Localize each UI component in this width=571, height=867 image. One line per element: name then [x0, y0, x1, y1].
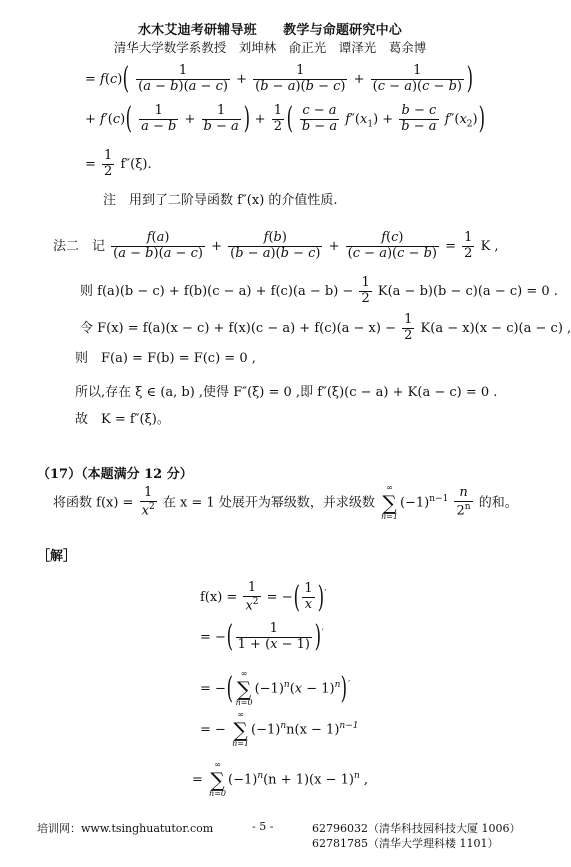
equals-sign: =	[85, 71, 96, 87]
derivation-line-2: + f′(c)( $\frac{1}{a - b}$ + $\frac{1}{b - a}$ ) + $\frac{1}{2}$ ( $\frac{c - a}{b - a}$ $f''(x_1)$ + $\frac{b - c}{b - a}$ $f''(x_2)$)	[85, 101, 485, 137]
header-authors: 清华大学数学系教授 刘坤林 俞正光 谭泽光 葛余博	[113, 40, 427, 55]
method2-step3: 则 F(a) = F(b) = F(c) = 0 ,	[75, 351, 256, 366]
method2-step2: 令 F(x) = f(a)(x − c) + f(x)(c − a) + f(c)(a − x) − $\frac{1}{2}$ K(a − x)(x − c)(a − c) ,	[80, 312, 571, 343]
solution-label: ［解］	[37, 549, 77, 564]
footer-page-number: - 5 -	[252, 820, 274, 833]
derivation-line-3: = $\frac{1}{2}$ f″(ξ).	[85, 148, 152, 179]
problem-statement: 将函数 f(x) = $\frac{1}{x^2}$ 在 x = 1 处展开为幂级数，并求级数 ∞ ∑ n=1 $(-1)^{n-1}$ $\frac{n}{2^n}$ 的和。	[53, 483, 518, 521]
note: 注 用到了二阶导函数 f″(x) 的介值性质.	[103, 193, 338, 208]
footer-phone-1: 62796032（清华科技园科技大厦 1006）	[312, 822, 521, 835]
solution-line-2: = −( $\frac{1}{1 + (x - 1)}$ )′	[200, 619, 324, 655]
method2-step4: 所以,存在 ξ ∈ (a, b) ,使得 F″(ξ) = 0 ,即 f″(ξ)(c − a) + K(a − c) = 0 .	[75, 385, 498, 400]
footer-phone-2: 62781785（清华大学理科楼 1101）	[312, 837, 499, 850]
method2-definition: 法二 记 $\frac{f(a)}{(a - b)(a - c)}$ + $\frac{f(b)}{(b - a)(b - c)}$ + $\frac{f(c)}{(c - a)(c - b)}$ = $\frac{1}{2}$ K ,	[53, 230, 499, 261]
fraction: $\frac{1}{(b - a)(b - c)}$	[255, 63, 346, 94]
solution-line-3: = −( ∞ ∑ n=0 $(-1)^n(x - 1)^n)'$	[200, 669, 351, 707]
derivation-line-1: = f(c)( $\frac{1}{(a - b)(a - c)}$ + $\frac{1}{(b - a)(b - c)}$ + $\frac{1}{(c - a)(c - b)}$ )	[85, 61, 474, 97]
fraction: $\frac{1}{(a - b)(a - c)}$	[138, 63, 228, 94]
solution-line-5: = ∞ ∑ n=0 $(-1)^n(n + 1)(x - 1)^n$ ,	[192, 760, 369, 798]
header-title: 水木艾迪考研辅导班 教学与命题研究中心	[137, 23, 402, 38]
footer-website: 培训网：www.tsinghuatutor.com	[37, 822, 214, 835]
method2-step5: 故 K = f″(ξ)。	[75, 412, 170, 427]
problem-heading: （17）（本题满分 12 分）	[37, 467, 193, 482]
solution-line-4: = − ∞ ∑ n=1 $(-1)^nn(x - 1)^{n-1}$	[200, 710, 359, 748]
solution-line-1: f(x) = $\frac{1}{x^2}$ = −( $\frac{1}{x}$ )′	[200, 579, 327, 615]
fraction: $\frac{1}{(c - a)(c - b)}$	[372, 63, 462, 94]
method2-step1: 则 f(a)(b − c) + f(b)(c − a) + f(c)(a − b) − $\frac{1}{2}$ K(a − b)(b − c)(a − c) = 0 .	[80, 275, 558, 306]
